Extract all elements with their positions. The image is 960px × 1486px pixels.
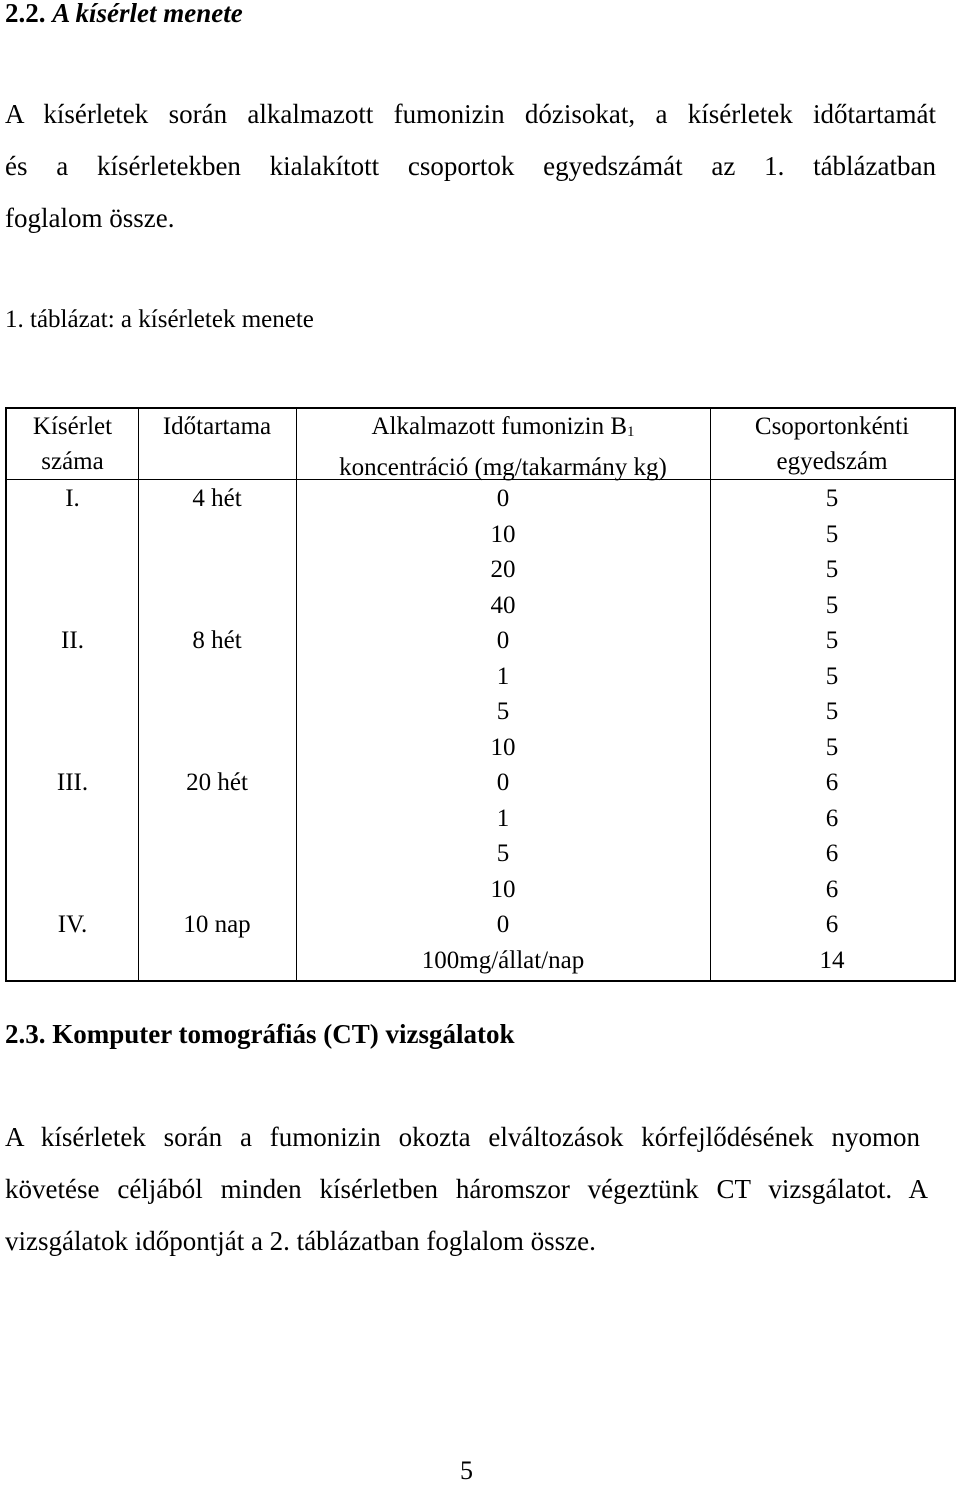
header-text-main: Alkalmazott fumonizin B [371, 413, 627, 440]
group-size-value: 5 [825, 662, 839, 690]
group-size-value: 5 [825, 485, 839, 512]
header-text [296, 409, 710, 450]
concentration-value: 10 [490, 733, 516, 761]
header-text: száma [41, 448, 104, 475]
header-text: Kísérlet [32, 413, 113, 440]
group-size-value: 5 [825, 733, 839, 761]
paragraph-line: és a kísérletekben kialakított csoportok egyedszámát az 1. táblázatban [5, 151, 936, 181]
experiment-duration: 10 nap [183, 911, 251, 938]
header-text: Csoportonkénti [754, 413, 910, 440]
section-number: 2.3. [5, 1019, 46, 1049]
group-size-value: 5 [825, 520, 839, 548]
concentration-value: 100mg/állat/nap [421, 946, 585, 974]
paragraph-line: vizsgálatok időpontját a 2. táblázatban foglalom össze. [5, 1226, 596, 1256]
group-size-value: 6 [825, 911, 839, 938]
table-header-divider [7, 479, 954, 480]
group-size-value: 5 [825, 591, 839, 619]
group-size-value: 6 [825, 840, 839, 867]
experiment-number: IV. [57, 911, 88, 938]
header-text: Időtartama [162, 413, 272, 440]
group-size-value: 5 [825, 627, 839, 654]
header-text: koncentráció (mg/takarmány kg) [339, 454, 667, 481]
concentration-value: 0 [496, 911, 510, 938]
concentration-value: 0 [496, 769, 510, 796]
concentration-value: 40 [490, 591, 516, 619]
section-number: 2.2. [5, 0, 46, 28]
experiment-number: II. [61, 627, 84, 654]
table-caption: 1. táblázat: a kísérletek menete [5, 306, 314, 333]
experiment-table [5, 407, 956, 982]
header-group-size [710, 409, 954, 479]
concentration-value: 1 [496, 662, 510, 690]
group-size-value: 6 [825, 769, 839, 796]
section-title: Komputer tomográfiás (CT) vizsgálatok [52, 1019, 515, 1049]
paragraph-line: A kísérletek során a fumonizin okozta elváltozások kórfejlődésének nyomon [5, 1122, 920, 1152]
paragraph-line: követése céljából minden kísérletben háromszor végeztünk CT vizsgálatot. A [5, 1174, 928, 1204]
group-size-value: 5 [825, 556, 839, 583]
section-title: A kísérlet menete [52, 0, 243, 28]
group-size-value: 5 [825, 698, 839, 725]
experiment-number: I. [65, 485, 80, 512]
header-experiment-number [7, 409, 138, 479]
concentration-value: 5 [496, 840, 510, 867]
paragraph-line: foglalom össze. [5, 203, 175, 233]
group-size-value: 6 [825, 875, 839, 903]
section-heading-2-2 [5, 0, 243, 29]
paragraph-line: A kísérletek során alkalmazott fumonizin dózisokat, a kísérletek időtartamát [5, 99, 936, 129]
concentration-value: 10 [490, 520, 516, 548]
experiment-duration: 8 hét [192, 627, 242, 654]
concentration-value: 5 [496, 698, 510, 725]
experiment-duration: 20 hét [186, 769, 248, 796]
concentration-value: 1 [496, 804, 510, 832]
experiment-number: III. [56, 769, 89, 796]
concentration-value: 20 [490, 556, 516, 583]
header-text: egyedszám [776, 448, 888, 475]
header-concentration [296, 409, 710, 485]
section-heading-2-3 [5, 1019, 514, 1050]
concentration-value: 0 [496, 485, 510, 512]
group-size-value: 6 [825, 804, 839, 832]
concentration-value: 0 [496, 627, 510, 654]
concentration-value: 10 [490, 875, 516, 903]
page-number: 5 [460, 1456, 473, 1485]
group-size-value: 14 [819, 946, 845, 974]
experiment-duration: 4 hét [192, 485, 242, 512]
header-duration [138, 409, 296, 444]
header-subscript: 1 [627, 424, 635, 440]
